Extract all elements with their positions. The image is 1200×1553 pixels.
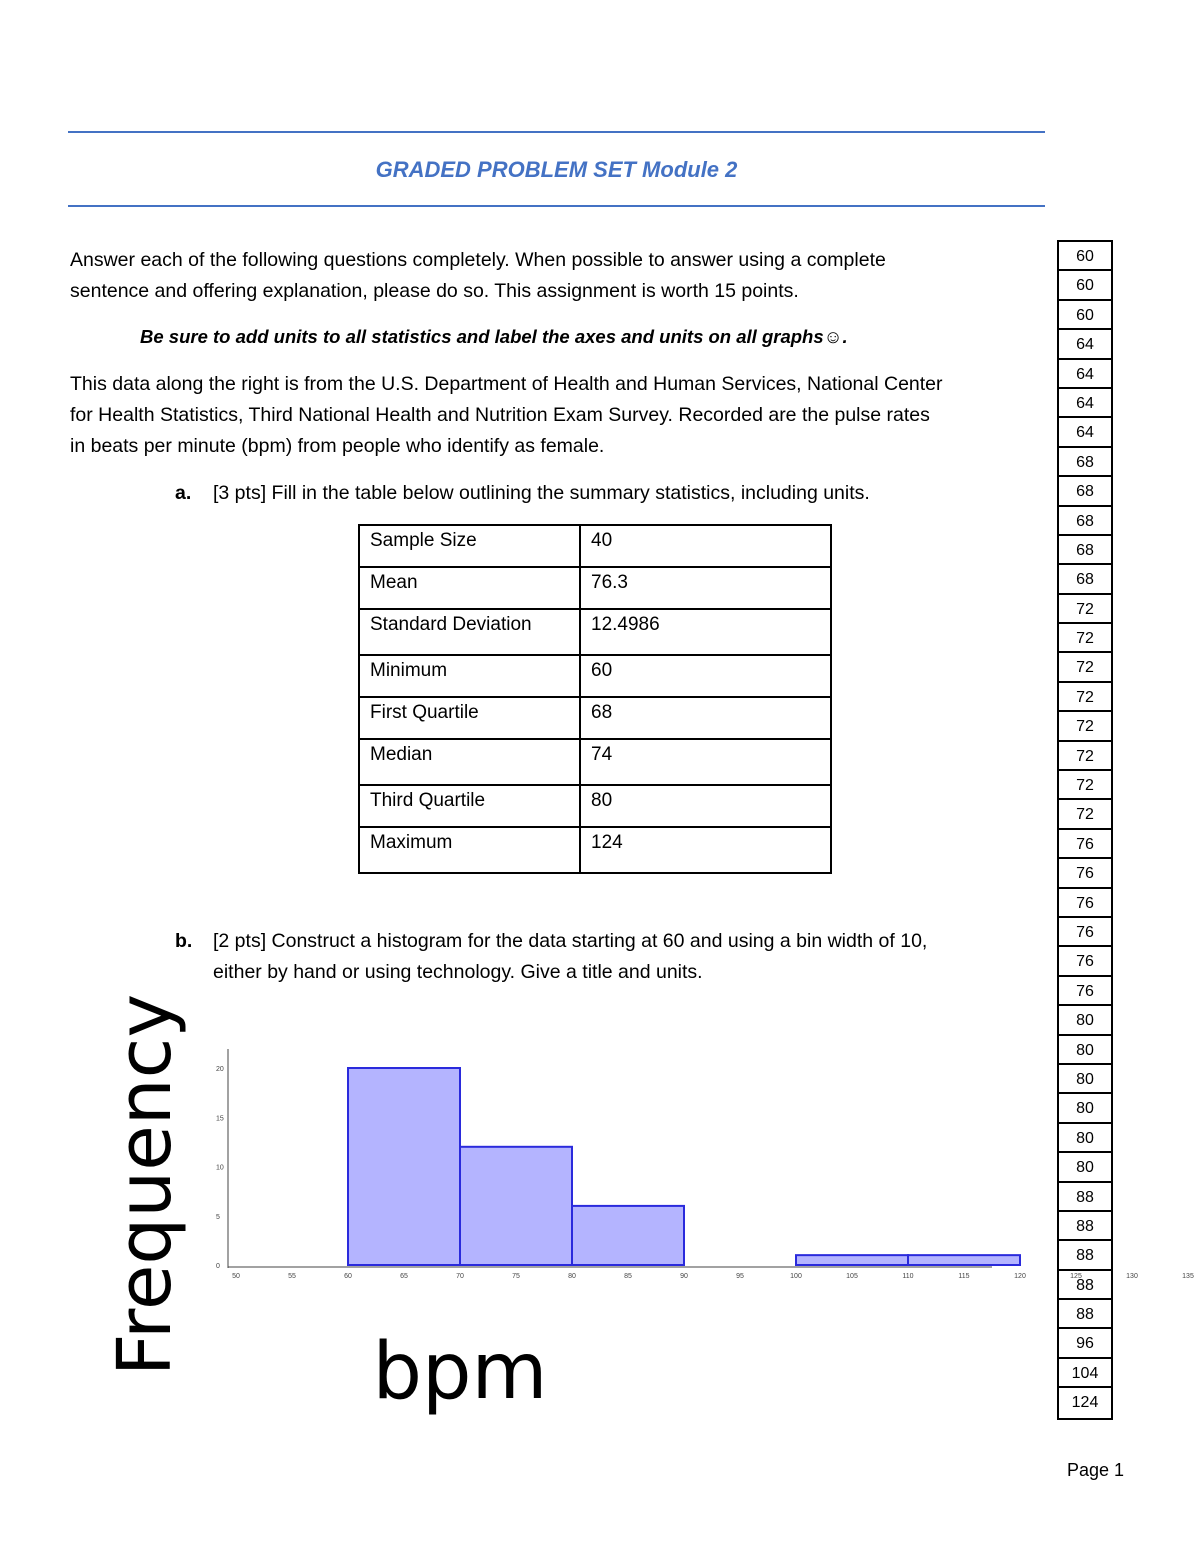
data-cell: 76: [1059, 859, 1111, 888]
stats-value: 40: [580, 525, 831, 567]
data-cell: 76: [1059, 947, 1111, 976]
stats-label: Mean: [359, 567, 580, 609]
data-cell: 80: [1059, 1065, 1111, 1094]
histogram-bar: [796, 1255, 908, 1265]
histogram-bar: [572, 1206, 684, 1265]
data-cell: 88: [1059, 1212, 1111, 1241]
data-cell: 80: [1059, 1036, 1111, 1065]
pulse-data-column: [1057, 240, 1113, 1420]
histogram-bar: [908, 1255, 1020, 1265]
data-cell: 80: [1059, 1153, 1111, 1182]
data-cell: 72: [1059, 653, 1111, 682]
data-cell: 64: [1059, 418, 1111, 447]
data-cell: 72: [1059, 742, 1111, 771]
page-number: Page 1: [1067, 1460, 1125, 1480]
x-tick-label: 90: [680, 1273, 688, 1280]
units-reminder: Be sure to add units to all statistics and label the axes and units on all graphs☺.: [140, 326, 848, 347]
x-tick-label: 120: [1014, 1273, 1026, 1280]
y-tick-label: 10: [216, 1164, 224, 1172]
data-cell: 68: [1059, 448, 1111, 477]
data-cell: 80: [1059, 1124, 1111, 1153]
stats-label: Median: [359, 739, 580, 785]
data-cell: 96: [1059, 1329, 1111, 1358]
stats-value: 60: [580, 655, 831, 697]
x-tick-label: 100: [790, 1273, 802, 1280]
x-tick-label: 105: [846, 1273, 858, 1280]
x-tick-label: 85: [624, 1273, 632, 1280]
x-tick-label: 55: [288, 1273, 296, 1280]
data-cell: 64: [1059, 389, 1111, 418]
data-cell: 68: [1059, 507, 1111, 536]
stats-label: Minimum: [359, 655, 580, 697]
x-tick-label: 75: [512, 1273, 520, 1280]
data-cell: 72: [1059, 712, 1111, 741]
data-cell: 88: [1059, 1241, 1111, 1270]
x-axis-label: bpm: [372, 1327, 548, 1417]
histogram-bar: [348, 1068, 460, 1265]
intro-line-2: sentence and offering explanation, please do so. This assignment is worth 15 points.: [70, 280, 799, 302]
data-cell: 60: [1059, 242, 1111, 271]
data-cell: 72: [1059, 595, 1111, 624]
data-cell: 64: [1059, 360, 1111, 389]
x-tick-label: 95: [736, 1273, 744, 1280]
data-cell: 68: [1059, 536, 1111, 565]
x-tick-label: 50: [232, 1273, 240, 1280]
x-tick-label: 65: [400, 1273, 408, 1280]
data-cell: 72: [1059, 624, 1111, 653]
data-cell: 80: [1059, 1094, 1111, 1123]
stats-label: Third Quartile: [359, 785, 580, 827]
histogram-bar: [460, 1147, 572, 1265]
data-cell: 88: [1059, 1271, 1111, 1300]
data-cell: 72: [1059, 800, 1111, 829]
stats-label: Sample Size: [359, 525, 580, 567]
data-cell: 80: [1059, 1006, 1111, 1035]
data-cell: 76: [1059, 977, 1111, 1006]
data-cell: 68: [1059, 477, 1111, 506]
y-tick-label: 15: [216, 1115, 224, 1123]
y-axis-label: Frequency: [102, 993, 188, 1377]
stats-value: 12.4986: [580, 609, 831, 655]
stats-value: 124: [580, 827, 831, 873]
data-cell: 60: [1059, 271, 1111, 300]
y-tick-label: 5: [216, 1213, 220, 1221]
x-tick-label: 115: [958, 1273, 970, 1280]
stats-label: Standard Deviation: [359, 609, 580, 655]
x-tick-label: 110: [902, 1273, 914, 1280]
data-cell: 76: [1059, 918, 1111, 947]
data-line-3: in beats per minute (bpm) from people who identify as female.: [70, 435, 605, 457]
question-b-label: b.: [175, 930, 193, 952]
data-cell: 124: [1071, 1394, 1099, 1412]
data-cell: 72: [1059, 771, 1111, 800]
data-cell: 104: [1059, 1359, 1111, 1388]
stats-value: 68: [580, 697, 831, 739]
data-cell: 68: [1059, 565, 1111, 594]
x-tick-label: 60: [344, 1273, 352, 1280]
stats-label: Maximum: [359, 827, 580, 873]
stats-value: 80: [580, 785, 831, 827]
x-tick-label: 80: [568, 1273, 576, 1280]
data-cell: 88: [1059, 1300, 1111, 1329]
data-line-2: for Health Statistics, Third National Health and Nutrition Exam Survey. Recorded are the pulse rates: [70, 404, 930, 426]
stats-label: First Quartile: [359, 697, 580, 739]
x-tick-label: 130: [1126, 1273, 1138, 1280]
x-tick-label: 135: [1182, 1273, 1194, 1280]
data-cell: 76: [1059, 889, 1111, 918]
x-tick-label: 125: [1070, 1273, 1082, 1280]
page-title: GRADED PROBLEM SET Module 2: [375, 157, 738, 182]
y-tick-label: 20: [216, 1066, 224, 1073]
data-cell: 76: [1059, 830, 1111, 859]
data-cell: 64: [1059, 330, 1111, 359]
x-tick-label: 70: [456, 1273, 464, 1280]
data-cell: 88: [1059, 1183, 1111, 1212]
question-a-text: [3 pts] Fill in the table below outlining the summary statistics, including units.: [213, 482, 870, 504]
stats-value: 76.3: [580, 567, 831, 609]
question-b-line-2: either by hand or using technology. Give a title and units.: [213, 961, 703, 983]
y-tick-label: 0: [216, 1263, 220, 1270]
question-a-label: a.: [175, 482, 192, 504]
stats-value: 74: [580, 739, 831, 785]
data-cell: 60: [1059, 301, 1111, 330]
intro-line-1: Answer each of the following questions completely. When possible to answer using a complete: [70, 249, 886, 271]
question-b-line-1: [2 pts] Construct a histogram for the data starting at 60 and using a bin width of 10,: [213, 930, 928, 952]
data-line-1: This data along the right is from the U.S. Department of Health and Human Services, National Center: [70, 373, 943, 395]
data-cell: 72: [1059, 683, 1111, 712]
